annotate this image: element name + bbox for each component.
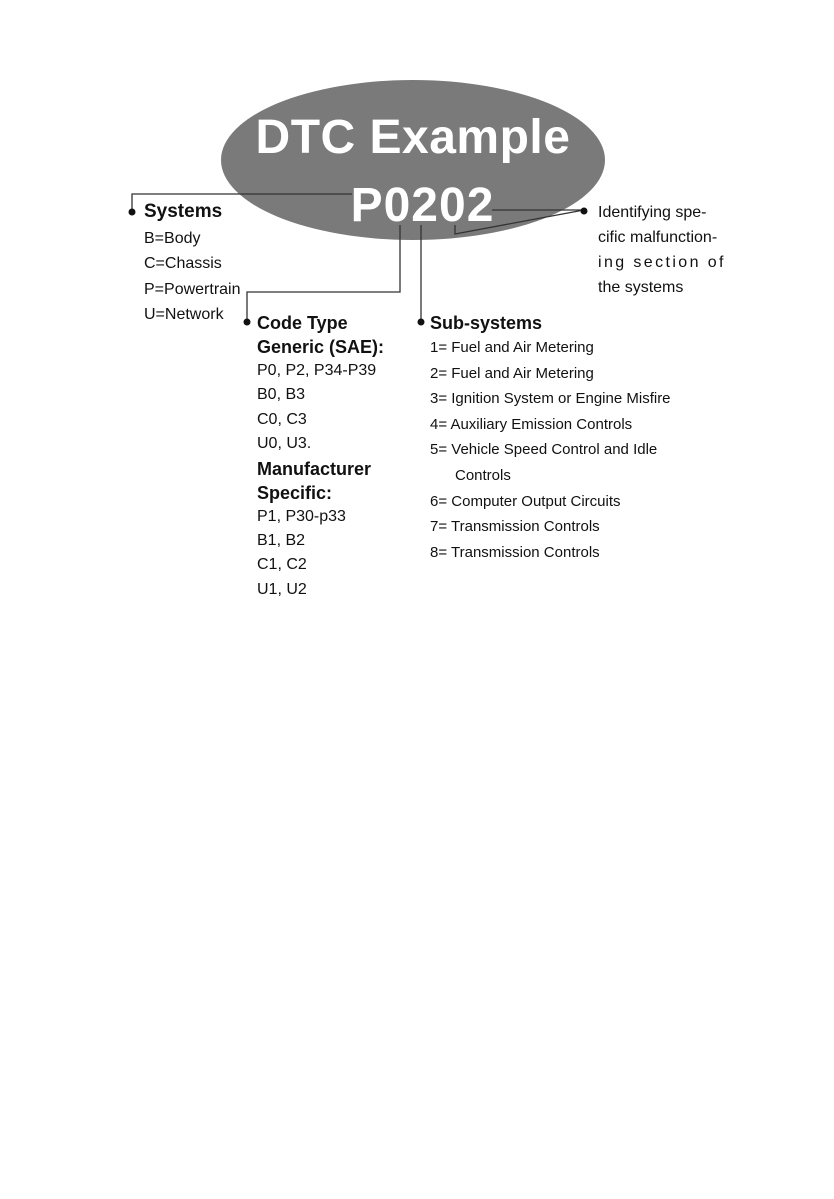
identifying-line: Identifying spe- (598, 204, 707, 221)
code-type-bullet-dot (244, 319, 251, 326)
sub-systems-list (430, 335, 671, 565)
manufacturer-heading: Manufacturer (257, 458, 372, 479)
systems-item: U=Network (144, 306, 224, 324)
dtc-code: P0202 (350, 179, 495, 232)
identifying-bullet-dot (581, 208, 588, 215)
code-type-heading: Code Type (257, 313, 348, 333)
sub-systems-item-continuation: Controls (455, 466, 511, 484)
sub-systems-item: 5= Vehicle Speed Control and Idle (430, 441, 658, 459)
systems-item: P=Powertrain (144, 280, 241, 298)
identifying-line: the systems (598, 279, 684, 296)
identifying-line: ing section of (598, 254, 726, 271)
sub-systems-bullet-dot (418, 319, 425, 326)
sub-systems-item: 4= Auxiliary Emission Controls (430, 415, 633, 433)
generic-heading: Generic (SAE): (257, 337, 385, 357)
manufacturer-item: P1, P30-p33 (257, 507, 346, 525)
generic-item: C0, C3 (257, 410, 307, 428)
generic-item: P0, P2, P34-P39 (257, 362, 377, 379)
sub-systems-item: 1= Fuel and Air Metering (430, 339, 594, 356)
manufacturer-item: C1, C2 (257, 556, 307, 574)
manufacturer-heading-specific: Specific: (257, 482, 333, 503)
systems-item: B=Body (144, 230, 201, 247)
manufacturer-item: B1, B2 (257, 532, 306, 550)
generic-item: U0, U3. (257, 435, 312, 453)
diagram-title: DTC Example (255, 111, 571, 164)
systems-bullet-dot (129, 209, 136, 216)
systems-section (144, 200, 241, 328)
systems-list (144, 226, 241, 328)
sub-systems-item: 8= Transmission Controls (430, 543, 600, 561)
sub-systems-heading: Sub-systems (430, 313, 543, 333)
sub-systems-item: 2= Fuel and Air Metering (430, 364, 594, 382)
sub-systems-item: 3= Ignition System or Engine Misfire (430, 390, 671, 408)
systems-item: C=Chassis (144, 255, 222, 273)
generic-item: B0, B3 (257, 386, 306, 404)
systems-heading: Systems (144, 201, 223, 222)
sub-systems-item: 7= Transmission Controls (430, 518, 600, 536)
identifying-line: cific malfunction- (598, 229, 718, 246)
identifying-note (598, 200, 726, 300)
sub-systems-section (430, 311, 671, 565)
code-type-connector-line (247, 225, 400, 322)
code-type-section (257, 311, 384, 602)
sub-systems-item: 6= Computer Output Circuits (430, 492, 621, 510)
manufacturer-item: U1, U2 (257, 580, 307, 598)
